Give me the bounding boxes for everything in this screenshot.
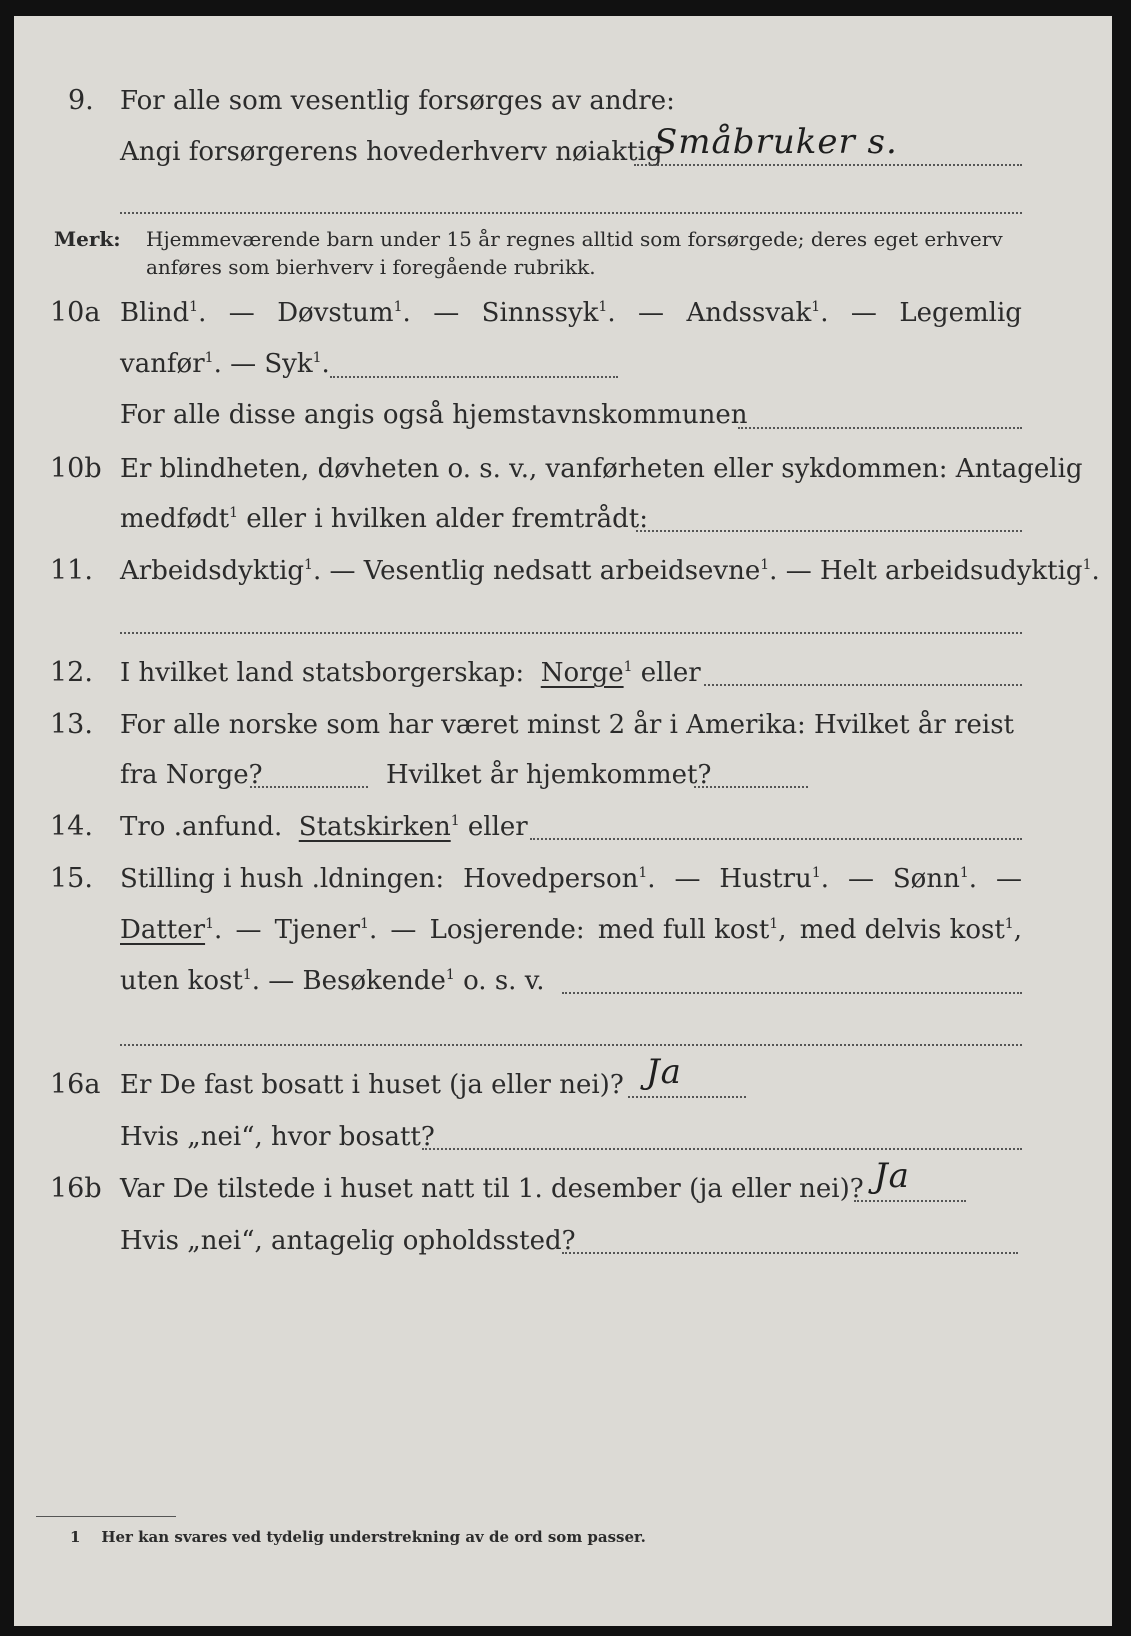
- q9-line1: For alle som vesentlig forsørges av andre:: [120, 86, 675, 116]
- q15-number: 15.: [50, 863, 93, 894]
- q15-line3: uten kost$^1$. — Besøkende$^1$ o. s. v.: [120, 966, 545, 996]
- q16b-line1: Var De tilstede i huset natt til 1. desember (ja eller nei)?: [120, 1174, 864, 1204]
- census-form-page: [14, 16, 1112, 1626]
- q15-line1: Stilling i hush .ldningen: Hovedperson$^1$. — Hustru$^1$. — Sønn$^1$. —: [120, 864, 1022, 894]
- q16a-number: 16a: [50, 1069, 101, 1100]
- q16a-handwritten-answer: Ja: [646, 1052, 682, 1092]
- q15-fullkost: med full kost$^1$,: [597, 915, 787, 945]
- q10a-vanfor: vanfør: [120, 349, 205, 379]
- footnote-text: Her kan svares ved tydelig understrekning av de ord som passer.: [101, 1528, 646, 1546]
- q15-stilling: Stilling i hush .ldningen:: [120, 864, 445, 894]
- q10a-syk-line: [330, 376, 618, 378]
- q12-eller: eller: [640, 658, 701, 688]
- q15-besokende: Besøkende: [302, 966, 446, 996]
- q10b-medfodt: medfødt: [120, 504, 230, 534]
- q14-line: Tro .anfund. Statskirken$^1$ eller: [120, 812, 528, 842]
- q13-hjemkommet-line: [694, 786, 808, 788]
- q10a-syk: Syk: [264, 349, 313, 379]
- q16a-answer-line: [628, 1096, 746, 1098]
- q16b-answer-line: [854, 1200, 966, 1202]
- q9-handwritten-answer: Småbruker s.: [654, 122, 898, 162]
- q16b-line2: Hvis „nei“, antagelig opholdssted?: [120, 1226, 576, 1256]
- q13-line2a: fra Norge?: [120, 760, 263, 790]
- q14-statskirken: Statskirken: [298, 812, 451, 842]
- q9-line2: Angi forsørgerens hovederhverv nøiaktig: [120, 137, 663, 167]
- q14-text: Tro .anfund.: [120, 812, 283, 842]
- q15-hustru: Hustru$^1$.: [719, 864, 829, 894]
- q16b-opholdssted-line: [562, 1252, 1018, 1254]
- q10a-line3: For alle disse angis også hjemstavnskommunen: [120, 400, 748, 430]
- q13-line2b: Hvilket år hjemkommet?: [386, 760, 712, 790]
- q10a-blind: Blind$^1$.: [120, 298, 207, 328]
- q10a-dovstum: Døvstum$^1$.: [277, 298, 411, 328]
- q11-line: Arbeidsdyktig$^1$. — Vesentlig nedsatt arbeidsevne$^1$. — Helt arbeidsudyktig$^1$.: [120, 556, 1100, 586]
- q14-number: 14.: [50, 811, 93, 842]
- q10a-andssvak: Andssvak$^1$.: [686, 298, 829, 328]
- q15-delviskost: med delvis kost$^1$,: [799, 915, 1022, 945]
- q16a-line1: Er De fast bosatt i huset (ja eller nei)?: [120, 1070, 624, 1100]
- q15-sonn: Sønn$^1$.: [892, 864, 978, 894]
- q15-osv: o. s. v.: [463, 966, 545, 996]
- q9-number: 9.: [68, 85, 94, 116]
- q13-reist-line: [250, 786, 368, 788]
- merk-line1: Hjemmeværende barn under 15 år regnes alltid som forsørgede; deres eget erhverv: [146, 227, 1003, 251]
- q12-number: 12.: [50, 657, 93, 688]
- q14-eller: eller: [467, 812, 528, 842]
- q11-number: 11.: [50, 555, 93, 586]
- q16a-line2: Hvis „nei“, hvor bosatt?: [120, 1122, 435, 1152]
- q12-text: I hvilket land statsborgerskap:: [120, 658, 525, 688]
- q15-utenkost: uten kost: [120, 966, 243, 996]
- q15-datter: Datter$^1$.: [120, 915, 223, 945]
- q12-line: I hvilket land statsborgerskap: Norge$^1$ eller: [120, 658, 701, 688]
- q10a-line1: Blind$^1$. — Døvstum$^1$. — Sinnssyk$^1$. — Andssvak$^1$. — Legemlig: [120, 298, 1022, 328]
- q15-hovedperson: Hovedperson$^1$.: [463, 864, 656, 894]
- q10b-number: 10b: [50, 453, 102, 484]
- q10a-line2: vanfør$^1$. — Syk$^1$.: [120, 349, 330, 379]
- q15-line2: Datter$^1$. — Tjener$^1$. — Losjerende: med full kost$^1$, med delvis kost$^1$,: [120, 915, 1022, 945]
- q12-norge: Norge: [540, 658, 624, 688]
- q16b-number: 16b: [50, 1173, 102, 1204]
- merk-label: Merk:: [54, 227, 121, 251]
- q16b-handwritten-answer: Ja: [874, 1156, 910, 1196]
- q11-nedsatt: Vesentlig nedsatt arbeidsevne: [363, 556, 761, 586]
- q10a-sinnssyk: Sinnssyk$^1$.: [481, 298, 616, 328]
- q12-land-line: [704, 684, 1022, 686]
- footnote-rule: [36, 1516, 176, 1517]
- q10a-hjemstavn-line: [738, 427, 1022, 429]
- q9-extra-line: [120, 212, 1022, 214]
- merk-line2: anføres som bierhverv i foregående rubrikk.: [146, 255, 596, 279]
- q11-arbeidsdyktig: Arbeidsdyktig: [120, 556, 305, 586]
- q15-extra-line: [120, 1044, 1022, 1046]
- q9-answer-line: [634, 164, 1022, 166]
- q16a-bosatt-line: [422, 1148, 1022, 1150]
- q13-line1: For alle norske som har været minst 2 år i Amerika: Hvilket år reist: [120, 710, 1014, 740]
- q15-stilling-line: [562, 992, 1022, 994]
- q11-udyktig: Helt arbeidsudyktig: [819, 556, 1083, 586]
- q10a-legemlig: Legemlig: [899, 298, 1022, 328]
- q11-extra-line: [120, 632, 1022, 634]
- q10b-line2-rest: eller i hvilken alder fremtrådt:: [246, 504, 649, 534]
- q10b-line2: medfødt$^1$ eller i hvilken alder fremtrådt:: [120, 504, 649, 534]
- q10b-alder-line: [636, 530, 1022, 532]
- q14-trossamfund-line: [530, 838, 1022, 840]
- footnote-mark: 1: [70, 1528, 81, 1546]
- q10a-number: 10a: [50, 297, 101, 328]
- q13-number: 13.: [50, 709, 93, 740]
- q15-losjerende: Losjerende:: [429, 915, 585, 945]
- q10b-line1: Er blindheten, døvheten o. s. v., vanførheten eller sykdommen: Antagelig: [120, 454, 1083, 484]
- footnote: [70, 1528, 646, 1546]
- q15-tjener: Tjener$^1$.: [274, 915, 378, 945]
